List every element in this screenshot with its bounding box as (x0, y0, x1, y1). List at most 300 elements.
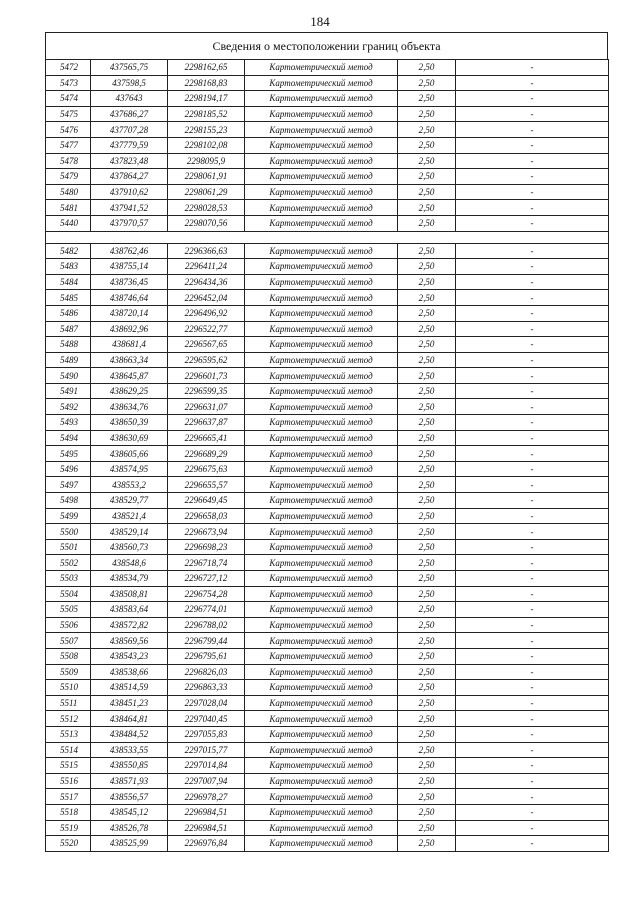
table-row (46, 804, 609, 820)
note-cell: - (456, 446, 609, 462)
y-coordinate-cell: 2296366,63 (168, 243, 245, 259)
table-row (46, 680, 609, 696)
note-cell: - (456, 602, 609, 618)
boundary-document (45, 32, 608, 852)
table-row (46, 524, 609, 540)
y-coordinate-cell: 2298102,08 (168, 137, 245, 153)
method-cell: Картометрический метод (245, 337, 398, 353)
method-cell: Картометрический метод (245, 122, 398, 138)
y-coordinate-cell: 2296976,84 (168, 836, 245, 852)
method-cell: Картометрический метод (245, 836, 398, 852)
point-number-cell: 5481 (46, 200, 91, 216)
point-number-cell: 5473 (46, 75, 91, 91)
method-cell: Картометрический метод (245, 383, 398, 399)
y-coordinate-cell: 2298168,83 (168, 75, 245, 91)
point-number-cell: 5482 (46, 243, 91, 259)
note-cell: - (456, 169, 609, 185)
method-cell: Картометрический метод (245, 274, 398, 290)
note-cell: - (456, 664, 609, 680)
accuracy-cell: 2,50 (398, 383, 456, 399)
accuracy-cell: 2,50 (398, 602, 456, 618)
method-cell: Картометрический метод (245, 804, 398, 820)
x-coordinate-cell: 438529,77 (91, 493, 168, 509)
method-cell: Картометрический метод (245, 524, 398, 540)
x-coordinate-cell: 438545,12 (91, 804, 168, 820)
x-coordinate-cell: 438569,56 (91, 633, 168, 649)
note-cell: - (456, 184, 609, 200)
accuracy-cell: 2,50 (398, 711, 456, 727)
table-row (46, 184, 609, 200)
accuracy-cell: 2,50 (398, 804, 456, 820)
note-cell: - (456, 290, 609, 306)
table-row (46, 773, 609, 789)
x-coordinate-cell: 437565,75 (91, 60, 168, 76)
point-number-cell: 5488 (46, 337, 91, 353)
accuracy-cell: 2,50 (398, 352, 456, 368)
point-number-cell: 5520 (46, 836, 91, 852)
y-coordinate-cell: 2296718,74 (168, 555, 245, 571)
x-coordinate-cell: 438543,23 (91, 648, 168, 664)
table-row (46, 305, 609, 321)
table-row (46, 758, 609, 774)
method-cell: Картометрический метод (245, 399, 398, 415)
x-coordinate-cell: 438521,4 (91, 508, 168, 524)
table-row (46, 539, 609, 555)
table-row (46, 820, 609, 836)
method-cell: Картометрический метод (245, 368, 398, 384)
point-number-cell: 5474 (46, 91, 91, 107)
y-coordinate-cell: 2296522,77 (168, 321, 245, 337)
point-number-cell: 5506 (46, 617, 91, 633)
y-coordinate-cell: 2298155,23 (168, 122, 245, 138)
method-cell: Картометрический метод (245, 820, 398, 836)
method-cell: Картометрический метод (245, 648, 398, 664)
table-row (46, 290, 609, 306)
table-row (46, 664, 609, 680)
y-coordinate-cell: 2296788,02 (168, 617, 245, 633)
method-cell: Картометрический метод (245, 461, 398, 477)
method-cell: Картометрический метод (245, 446, 398, 462)
point-number-cell: 5507 (46, 633, 91, 649)
note-cell: - (456, 586, 609, 602)
x-coordinate-cell: 438574,95 (91, 461, 168, 477)
y-coordinate-cell: 2296637,87 (168, 415, 245, 431)
accuracy-cell: 2,50 (398, 571, 456, 587)
point-number-cell: 5477 (46, 137, 91, 153)
table-row (46, 711, 609, 727)
accuracy-cell: 2,50 (398, 820, 456, 836)
table-row (46, 259, 609, 275)
table-row (46, 415, 609, 431)
point-number-cell: 5483 (46, 259, 91, 275)
point-number-cell: 5516 (46, 773, 91, 789)
accuracy-cell: 2,50 (398, 337, 456, 353)
table-row (46, 91, 609, 107)
table-row (46, 789, 609, 805)
x-coordinate-cell: 438681,4 (91, 337, 168, 353)
method-cell: Картометрический метод (245, 539, 398, 555)
note-cell: - (456, 106, 609, 122)
block-separator-cell (46, 231, 609, 243)
accuracy-cell: 2,50 (398, 430, 456, 446)
table-row (46, 571, 609, 587)
table-row (46, 430, 609, 446)
x-coordinate-cell: 438572,82 (91, 617, 168, 633)
point-number-cell: 5478 (46, 153, 91, 169)
table-row (46, 352, 609, 368)
y-coordinate-cell: 2296649,45 (168, 493, 245, 509)
table-row (46, 493, 609, 509)
accuracy-cell: 2,50 (398, 477, 456, 493)
y-coordinate-cell: 2298185,52 (168, 106, 245, 122)
point-number-cell: 5494 (46, 430, 91, 446)
method-cell: Картометрический метод (245, 726, 398, 742)
note-cell: - (456, 91, 609, 107)
y-coordinate-cell: 2296655,57 (168, 477, 245, 493)
y-coordinate-cell: 2298061,29 (168, 184, 245, 200)
point-number-cell: 5490 (46, 368, 91, 384)
x-coordinate-cell: 438526,78 (91, 820, 168, 836)
method-cell: Картометрический метод (245, 415, 398, 431)
accuracy-cell: 2,50 (398, 789, 456, 805)
note-cell: - (456, 633, 609, 649)
table-row (46, 836, 609, 852)
accuracy-cell: 2,50 (398, 695, 456, 711)
note-cell: - (456, 352, 609, 368)
x-coordinate-cell: 437686,27 (91, 106, 168, 122)
note-cell: - (456, 305, 609, 321)
point-number-cell: 5499 (46, 508, 91, 524)
y-coordinate-cell: 2296727,12 (168, 571, 245, 587)
accuracy-cell: 2,50 (398, 446, 456, 462)
table-row (46, 274, 609, 290)
x-coordinate-cell: 437598,5 (91, 75, 168, 91)
y-coordinate-cell: 2297015,77 (168, 742, 245, 758)
y-coordinate-cell: 2298061,91 (168, 169, 245, 185)
method-cell: Картометрический метод (245, 711, 398, 727)
table-row (46, 617, 609, 633)
table-row (46, 477, 609, 493)
y-coordinate-cell: 2298194,17 (168, 91, 245, 107)
accuracy-cell: 2,50 (398, 184, 456, 200)
note-cell: - (456, 524, 609, 540)
x-coordinate-cell: 438650,39 (91, 415, 168, 431)
point-number-cell: 5485 (46, 290, 91, 306)
y-coordinate-cell: 2296774,01 (168, 602, 245, 618)
table-row (46, 169, 609, 185)
y-coordinate-cell: 2296754,28 (168, 586, 245, 602)
method-cell: Картометрический метод (245, 137, 398, 153)
accuracy-cell: 2,50 (398, 461, 456, 477)
accuracy-cell: 2,50 (398, 305, 456, 321)
x-coordinate-cell: 438514,59 (91, 680, 168, 696)
method-cell: Картометрический метод (245, 664, 398, 680)
table-row (46, 399, 609, 415)
accuracy-cell: 2,50 (398, 399, 456, 415)
note-cell: - (456, 789, 609, 805)
note-cell: - (456, 742, 609, 758)
table-title: Сведения о местоположении границ объекта (45, 32, 608, 59)
x-coordinate-cell: 438720,14 (91, 305, 168, 321)
x-coordinate-cell: 438451,23 (91, 695, 168, 711)
y-coordinate-cell: 2297055,83 (168, 726, 245, 742)
y-coordinate-cell: 2297028,04 (168, 695, 245, 711)
table-row (46, 461, 609, 477)
x-coordinate-cell: 437707,28 (91, 122, 168, 138)
point-number-cell: 5479 (46, 169, 91, 185)
y-coordinate-cell: 2296658,03 (168, 508, 245, 524)
point-number-cell: 5514 (46, 742, 91, 758)
table-row (46, 555, 609, 571)
accuracy-cell: 2,50 (398, 726, 456, 742)
method-cell: Картометрический метод (245, 493, 398, 509)
x-coordinate-cell: 438629,25 (91, 383, 168, 399)
y-coordinate-cell: 2296452,04 (168, 290, 245, 306)
x-coordinate-cell: 438550,85 (91, 758, 168, 774)
table-row (46, 742, 609, 758)
note-cell: - (456, 399, 609, 415)
method-cell: Картометрический метод (245, 91, 398, 107)
table-row (46, 106, 609, 122)
x-coordinate-cell: 438755,14 (91, 259, 168, 275)
method-cell: Картометрический метод (245, 321, 398, 337)
table-row (46, 321, 609, 337)
method-cell: Картометрический метод (245, 758, 398, 774)
method-cell: Картометрический метод (245, 773, 398, 789)
note-cell: - (456, 726, 609, 742)
table-row (46, 215, 609, 231)
x-coordinate-cell: 438538,66 (91, 664, 168, 680)
note-cell: - (456, 75, 609, 91)
method-cell: Картометрический метод (245, 680, 398, 696)
y-coordinate-cell: 2298162,65 (168, 60, 245, 76)
accuracy-cell: 2,50 (398, 91, 456, 107)
note-cell: - (456, 153, 609, 169)
note-cell: - (456, 137, 609, 153)
table-row (46, 75, 609, 91)
method-cell: Картометрический метод (245, 602, 398, 618)
note-cell: - (456, 695, 609, 711)
point-number-cell: 5486 (46, 305, 91, 321)
point-number-cell: 5496 (46, 461, 91, 477)
point-number-cell: 5509 (46, 664, 91, 680)
coordinates-table (45, 59, 609, 852)
y-coordinate-cell: 2296665,41 (168, 430, 245, 446)
y-coordinate-cell: 2296599,35 (168, 383, 245, 399)
point-number-cell: 5511 (46, 695, 91, 711)
method-cell: Картометрический метод (245, 555, 398, 571)
note-cell: - (456, 836, 609, 852)
point-number-cell: 5515 (46, 758, 91, 774)
x-coordinate-cell: 438556,57 (91, 789, 168, 805)
note-cell: - (456, 337, 609, 353)
note-cell: - (456, 508, 609, 524)
point-number-cell: 5501 (46, 539, 91, 555)
y-coordinate-cell: 2298095,9 (168, 153, 245, 169)
point-number-cell: 5475 (46, 106, 91, 122)
accuracy-cell: 2,50 (398, 508, 456, 524)
table-row (46, 648, 609, 664)
method-cell: Картометрический метод (245, 215, 398, 231)
method-cell: Картометрический метод (245, 259, 398, 275)
note-cell: - (456, 493, 609, 509)
note-cell: - (456, 477, 609, 493)
note-cell: - (456, 571, 609, 587)
page-number: 184 (310, 14, 330, 29)
x-coordinate-cell: 438645,87 (91, 368, 168, 384)
method-cell: Картометрический метод (245, 106, 398, 122)
method-cell: Картометрический метод (245, 477, 398, 493)
note-cell: - (456, 804, 609, 820)
x-coordinate-cell: 438525,99 (91, 836, 168, 852)
accuracy-cell: 2,50 (398, 290, 456, 306)
table-row (46, 200, 609, 216)
table-row (46, 726, 609, 742)
note-cell: - (456, 274, 609, 290)
accuracy-cell: 2,50 (398, 106, 456, 122)
table-row (46, 368, 609, 384)
method-cell: Картометрический метод (245, 617, 398, 633)
x-coordinate-cell: 438464,81 (91, 711, 168, 727)
accuracy-cell: 2,50 (398, 75, 456, 91)
table-row (46, 243, 609, 259)
x-coordinate-cell: 438553,2 (91, 477, 168, 493)
y-coordinate-cell: 2296496,92 (168, 305, 245, 321)
accuracy-cell: 2,50 (398, 539, 456, 555)
method-cell: Картометрический метод (245, 75, 398, 91)
table-row (46, 586, 609, 602)
note-cell: - (456, 539, 609, 555)
x-coordinate-cell: 438548,6 (91, 555, 168, 571)
accuracy-cell: 2,50 (398, 680, 456, 696)
accuracy-cell: 2,50 (398, 617, 456, 633)
x-coordinate-cell: 438529,14 (91, 524, 168, 540)
table-row (46, 383, 609, 399)
note-cell: - (456, 368, 609, 384)
accuracy-cell: 2,50 (398, 169, 456, 185)
point-number-cell: 5508 (46, 648, 91, 664)
y-coordinate-cell: 2296675,63 (168, 461, 245, 477)
x-coordinate-cell: 438571,93 (91, 773, 168, 789)
method-cell: Картометрический метод (245, 633, 398, 649)
method-cell: Картометрический метод (245, 695, 398, 711)
y-coordinate-cell: 2296434,36 (168, 274, 245, 290)
point-number-cell: 5472 (46, 60, 91, 76)
note-cell: - (456, 383, 609, 399)
point-number-cell: 5491 (46, 383, 91, 399)
accuracy-cell: 2,50 (398, 586, 456, 602)
table-row (46, 153, 609, 169)
method-cell: Картометрический метод (245, 290, 398, 306)
method-cell: Картометрический метод (245, 153, 398, 169)
table-row (46, 446, 609, 462)
y-coordinate-cell: 2296799,44 (168, 633, 245, 649)
table-row (46, 602, 609, 618)
accuracy-cell: 2,50 (398, 321, 456, 337)
y-coordinate-cell: 2296673,94 (168, 524, 245, 540)
accuracy-cell: 2,50 (398, 493, 456, 509)
note-cell: - (456, 415, 609, 431)
table-row (46, 337, 609, 353)
y-coordinate-cell: 2296567,65 (168, 337, 245, 353)
point-number-cell: 5492 (46, 399, 91, 415)
accuracy-cell: 2,50 (398, 664, 456, 680)
x-coordinate-cell: 438634,76 (91, 399, 168, 415)
x-coordinate-cell: 438560,73 (91, 539, 168, 555)
note-cell: - (456, 430, 609, 446)
point-number-cell: 5503 (46, 571, 91, 587)
y-coordinate-cell: 2297014,84 (168, 758, 245, 774)
point-number-cell: 5476 (46, 122, 91, 138)
accuracy-cell: 2,50 (398, 137, 456, 153)
point-number-cell: 5510 (46, 680, 91, 696)
note-cell: - (456, 215, 609, 231)
y-coordinate-cell: 2298028,53 (168, 200, 245, 216)
y-coordinate-cell: 2296795,61 (168, 648, 245, 664)
note-cell: - (456, 243, 609, 259)
accuracy-cell: 2,50 (398, 122, 456, 138)
y-coordinate-cell: 2296689,29 (168, 446, 245, 462)
note-cell: - (456, 60, 609, 76)
x-coordinate-cell: 438762,46 (91, 243, 168, 259)
point-number-cell: 5493 (46, 415, 91, 431)
note-cell: - (456, 321, 609, 337)
x-coordinate-cell: 438746,64 (91, 290, 168, 306)
point-number-cell: 5497 (46, 477, 91, 493)
method-cell: Картометрический метод (245, 243, 398, 259)
y-coordinate-cell: 2297040,45 (168, 711, 245, 727)
point-number-cell: 5512 (46, 711, 91, 727)
accuracy-cell: 2,50 (398, 243, 456, 259)
note-cell: - (456, 461, 609, 477)
note-cell: - (456, 259, 609, 275)
method-cell: Картометрический метод (245, 430, 398, 446)
x-coordinate-cell: 437941,52 (91, 200, 168, 216)
note-cell: - (456, 711, 609, 727)
accuracy-cell: 2,50 (398, 758, 456, 774)
accuracy-cell: 2,50 (398, 524, 456, 540)
method-cell: Картометрический метод (245, 352, 398, 368)
note-cell: - (456, 617, 609, 633)
method-cell: Картометрический метод (245, 571, 398, 587)
point-number-cell: 5500 (46, 524, 91, 540)
method-cell: Картометрический метод (245, 742, 398, 758)
note-cell: - (456, 555, 609, 571)
accuracy-cell: 2,50 (398, 153, 456, 169)
x-coordinate-cell: 437910,62 (91, 184, 168, 200)
accuracy-cell: 2,50 (398, 648, 456, 664)
method-cell: Картометрический метод (245, 508, 398, 524)
block-separator-row (46, 231, 609, 243)
method-cell: Картометрический метод (245, 200, 398, 216)
point-number-cell: 5518 (46, 804, 91, 820)
coordinates-table-body (46, 60, 609, 852)
accuracy-cell: 2,50 (398, 773, 456, 789)
point-number-cell: 5440 (46, 215, 91, 231)
note-cell: - (456, 820, 609, 836)
note-cell: - (456, 758, 609, 774)
table-row (46, 122, 609, 138)
x-coordinate-cell: 438534,79 (91, 571, 168, 587)
method-cell: Картометрический метод (245, 789, 398, 805)
y-coordinate-cell: 2296863,33 (168, 680, 245, 696)
accuracy-cell: 2,50 (398, 200, 456, 216)
y-coordinate-cell: 2296595,62 (168, 352, 245, 368)
y-coordinate-cell: 2296411,24 (168, 259, 245, 275)
x-coordinate-cell: 437864,27 (91, 169, 168, 185)
y-coordinate-cell: 2296984,51 (168, 820, 245, 836)
y-coordinate-cell: 2297007,94 (168, 773, 245, 789)
